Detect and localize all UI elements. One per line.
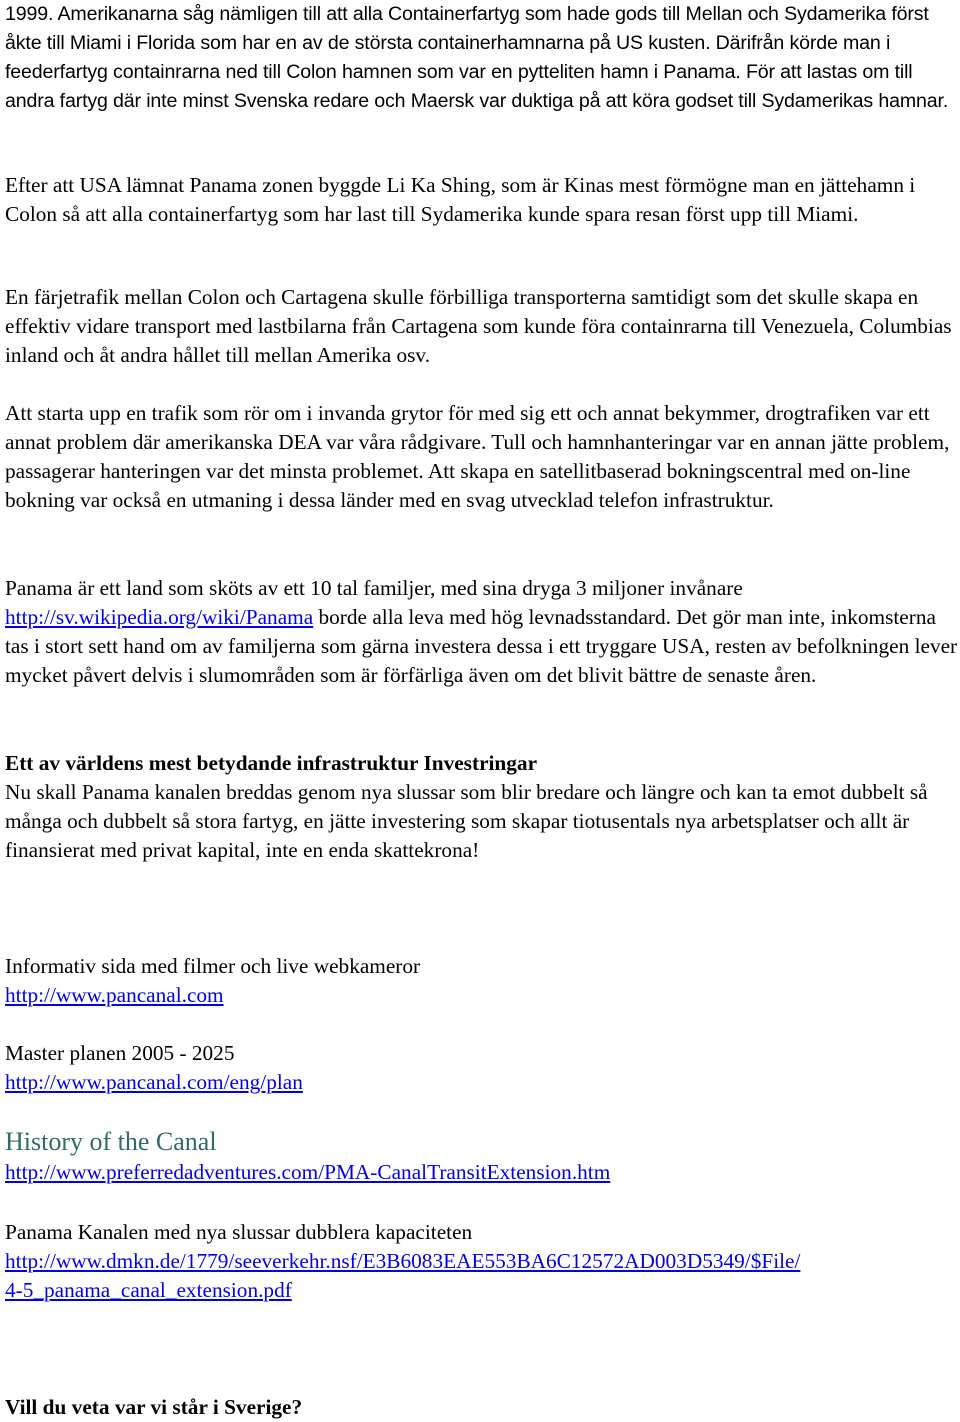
link-block-history (5, 1126, 960, 1187)
link-label-pancanal: Informativ sida med filmer och live webkameror (5, 954, 421, 978)
paragraph-panama-families (5, 574, 960, 690)
paragraph-traffic-problems: Att starta upp en trafik som rör om i invanda grytor för med sig ett och annat bekymmer, drogtrafiken var ett annat problem där amerikanska DEA var våra rådgivare. Tull och hamnhanteringar var en annan jätte problem, passagerar hanteringen var det minsta problemet. Att skapa en satellitbaserad bokningscentral med on-line bokning var också en utmaning i dessa länder med en svag utvecklad telefon infrastruktur. (5, 401, 950, 512)
paragraph-ferry-traffic: En färjetrafik mellan Colon och Cartagena skulle förbilliga transporterna samtidigt som det skulle skapa en effektiv vidare transport med lastbilarna från Cartagena som kunde föra containrarna till Venezuela, Columbias inland och åt andra hållet till mellan Amerika osv. (5, 285, 952, 367)
footer-question: Vill du veta var vi står i Sverige? (5, 1395, 303, 1419)
investment-section (5, 749, 960, 865)
master-plan-link[interactable]: http://www.pancanal.com/eng/plan (5, 1070, 303, 1094)
history-of-canal-heading: History of the Canal (5, 1127, 217, 1156)
extension-pdf-link-line1[interactable]: http://www.dmkn.de/1779/seeverkehr.nsf/E3B6083EAE553BA6C12572AD003D5349/$File/ (5, 1249, 801, 1273)
paragraph-li-ka-shing: Efter att USA lämnat Panama zonen byggde Li Ka Shing, som är Kinas mest förmögne man en jättehamn i Colon så att alla containerfartyg som har last till Sydamerika kunde spara resan först upp till Miami. (5, 173, 916, 226)
wikipedia-panama-link[interactable]: http://sv.wikipedia.org/wiki/Panama (5, 605, 314, 629)
extension-pdf-link-line2[interactable]: 4-5_panama_canal_extension.pdf (5, 1278, 292, 1302)
link-label-master-plan: Master planen 2005 - 2025 (5, 1041, 235, 1065)
link-block-pancanal (5, 952, 960, 1010)
panama-text-before: Panama är ett land som sköts av ett 10 tal familjer, med sina dryga 3 miljoner invånare (5, 576, 743, 600)
history-link[interactable]: http://www.preferredadventures.com/PMA-CanalTransitExtension.htm (5, 1160, 611, 1184)
link-block-extension (5, 1218, 960, 1305)
investment-body: Nu skall Panama kanalen breddas genom nya slussar som blir bredare och längre och kan ta emot dubbelt så många och dubbelt så stora fartyg, en jätte investering som skapar tiotusentals nya arbetsplatser och allt är finansierat med privat kapital, inte en enda skattekrona! (5, 780, 928, 862)
link-label-extension: Panama Kanalen med nya slussar dubblera kapaciteten (5, 1220, 473, 1244)
panama-text-after: borde alla leva med hög levnadsstandard. Det gör man inte, inkomsterna tas i stort sett hand om av familjerna som gärna investera dessa i ett tryggare USA, resten av befolkningen lever mycket påvert delvis i slumområden som är förfärliga även om det blivit bättre de senaste åren. (5, 605, 958, 687)
link-block-master-plan (5, 1039, 960, 1097)
pancanal-link[interactable]: http://www.pancanal.com (5, 983, 224, 1007)
investment-heading: Ett av världens mest betydande infrastruktur Investringar (5, 751, 538, 775)
intro-paragraph: 1999. Amerikanarna såg nämligen till att alla Containerfartyg som hade gods till Mellan och Sydamerika först åkte till Miami i Florida som har en av de största containerhamnarna på US kusten. Därifrån körde man i feederfartyg containrarna ned till Colon hamnen som var en pytteliten hamn i Panama. För att lastas om till andra fartyg där inte minst Svenska redare och Maersk var duktiga på att köra godset till Sydamerikas hamnar. (5, 3, 949, 112)
